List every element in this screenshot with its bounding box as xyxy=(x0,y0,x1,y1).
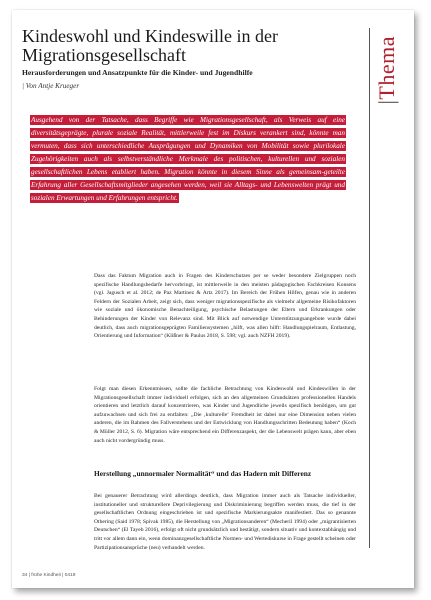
section-label-bar: | xyxy=(374,99,399,105)
magazine-page xyxy=(12,10,414,588)
article-subtitle: Herausforderungen und Ansatzpunkte für die Kinder- und Jugendhilfe xyxy=(22,68,253,77)
article-title: Kindeswohl und Kindeswille in der Migrationsgesellschaft xyxy=(22,26,278,65)
body-paragraph-2: Folgt man diesen Erkenntnissen, sollte die fachliche Betrachtung von Kindeswohl und Kindeswillen in der Migrationsgesellschaft immer individuell erfolgen, sich an den allgemeinen Grundsätzen professionellen Handels orientieren und letztlich darauf konzentrieren, was Kinder und Jugendliche jeweils spezifisch benötigen, um gut aufzuwachsen und sich frei zu entfalten: „Die ‚kulturelle‘ Fremdheit ist dabei nur eine Dimension neben vielen anderen, die im Rahmen des Fallverstehens und der Entwicklung von Handlungsschritten Bedeutung haben“ (Koch & Müller 2012, S. 6). Migration wäre entsprechend ein Differenzaspekt, der die Lebenswelt prägen kann, aber eben auch nicht vordergründig muss. xyxy=(94,386,356,444)
body-paragraph-3: Bei genauerer Betrachtung wird allerdings deutlich, dass Migration immer auch als Tatsache individueller, institutioneller und strukturellere Deprivilegierung und Diskriminierung begriffen werden muss, die tief in der gesellschaftlichen Ordnung eingeschrieben ist und spezifische Markierungsakte manifestiert. Das so genannte Othering (Said 1978; Spivak 1985), die Herstellung von „Migrationsanderen“ (Mecheril 1994) oder „migrantisierten Deutschen“ (El Tayeb 2016), erfolgt oft nicht grundsätzlich und bestätigt, sondern situativ und kontextabhängig und tritt vor allem dann ein, wenn dominanzgesellschaftliche Normen- und Wertediskurse in Frage gestellt scheinen oder Partizipationsansprüche (neu) verhandelt werden. xyxy=(94,493,356,551)
side-divider xyxy=(369,28,370,548)
intro-highlight xyxy=(30,114,346,205)
section-label-text: Thema xyxy=(374,36,399,100)
article-author: | Von Antje Krueger xyxy=(22,82,80,90)
page-footer: 34 | frühe Kindheit | 0419 xyxy=(22,573,76,578)
body-paragraph-1: Dass das Faktum Migration auch in Fragen des Kinderschutzes per se weder besondere Zielgruppen noch spezifische Handlungsbedarfe hervorbringt, ist mittlerweile in den meisten pädagogischen Fachkreisen Konsens (vgl. Jagusch et al. 2012; de Paz Martinez & Artz 2017). Im Bereich der Frühen Hilfen, genau wie in anderen Feldern der Sozialen Arbeit, zeigt sich, dass weniger migrationsspezifische als vielmehr allgemeine Risikofaktoren wie soziale und ökonomische Benachteiligung, psychische Belastungen der Eltern und Erkrankungen oder Behinderungen der Kinder von Relevanz sind. Mit Blick auf notwendige Unterstützungsangebote wurde dabei deutlich, dass auch migrationsgeprägten Familiensystemen „hilft, was allen hilft: Handlungspielraum, Entlastung, Orientierung und Information“ (Klißner & Paulus 2018, S. 598; vgl. auch NZFH 2019). xyxy=(94,273,356,340)
section-heading: Herstellung „unnormaler Normalität“ und das Hadern mit Differenz xyxy=(94,469,312,478)
section-label xyxy=(374,36,400,105)
intro-text: Ausgehend von der Tatsache, dass Begriffe wie Migrationsgesellschaft, als Verweis auf eine diversitätsgeprägte, plurale soziale Realität, mittlerweile fest im Diskurs verankert sind, könnte man vermuten, dass sich unterschiedliche Ausprägungen und Dynamiken von Mobilität sowie plurilokale Zugehörigkeiten auch als selbstverständliche Merkmale des politischen, kulturellen und sozialen gesellschaftlichen Lebens etabliert haben. Migration könnte in diesem Sinne als gemeinsam-geteilte Erfahrung aller Gesellschaftsmitglieder angesehen werden, weil sie Alltags- und Lebenswelten prägt und sozialen Erwartungen und Erfahrungen entspricht. xyxy=(31,116,345,202)
